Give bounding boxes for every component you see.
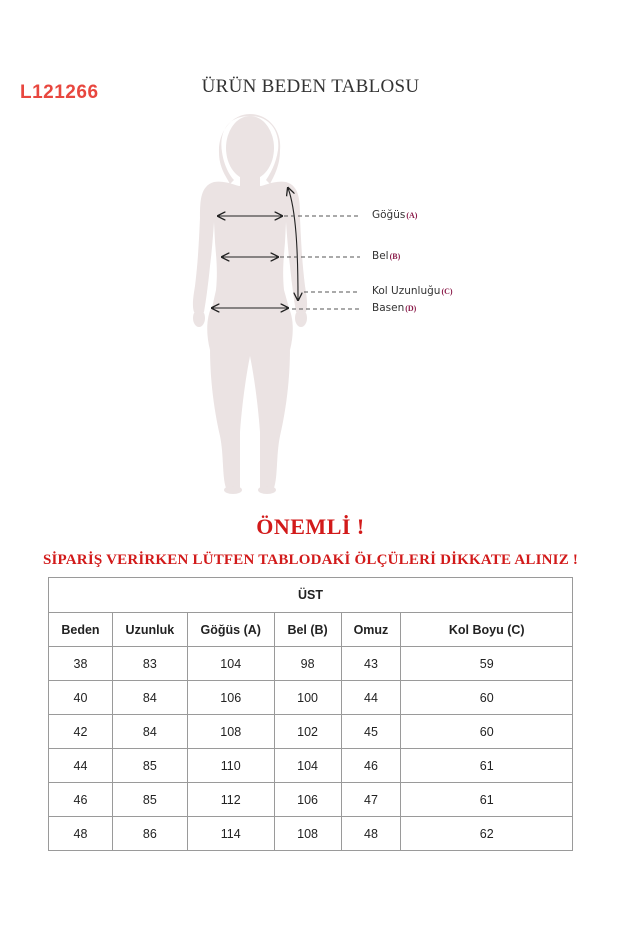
table-cell: 85	[112, 783, 187, 817]
table-cell: 84	[112, 715, 187, 749]
table-row	[49, 749, 573, 783]
table-cell: 106	[187, 681, 274, 715]
table-cell: 114	[187, 817, 274, 851]
table-cell: 104	[274, 749, 341, 783]
table-cell: 42	[49, 715, 113, 749]
table-cell: 48	[341, 817, 401, 851]
table-cell: 45	[341, 715, 401, 749]
table-row	[49, 647, 573, 681]
size-table	[48, 577, 573, 851]
column-header-length: Uzunluk	[112, 613, 187, 647]
table-cell: 108	[187, 715, 274, 749]
table-cell: 62	[401, 817, 573, 851]
column-header-shoulder: Omuz	[341, 613, 401, 647]
table-cell: 106	[274, 783, 341, 817]
table-cell: 40	[49, 681, 113, 715]
table-cell: 61	[401, 749, 573, 783]
product-code: L121266	[20, 82, 99, 103]
column-header-size: Beden	[49, 613, 113, 647]
table-cell: 43	[341, 647, 401, 681]
table-row	[49, 817, 573, 851]
table-cell: 38	[49, 647, 113, 681]
table-cell: 44	[49, 749, 113, 783]
table-cell: 104	[187, 647, 274, 681]
silhouette-shape	[193, 114, 307, 494]
table-cell: 60	[401, 681, 573, 715]
table-cell: 85	[112, 749, 187, 783]
table-cell: 108	[274, 817, 341, 851]
table-cell: 61	[401, 783, 573, 817]
measure-label-chest: Göğüs(A)	[372, 209, 418, 221]
table-cell: 60	[401, 715, 573, 749]
measure-label-sleeve-length: Kol Uzunluğu(C)	[372, 285, 453, 297]
size-chart-title: ÜRÜN BEDEN TABLOSU	[201, 76, 420, 97]
table-cell: 47	[341, 783, 401, 817]
table-cell: 86	[112, 817, 187, 851]
table-cell: 100	[274, 681, 341, 715]
table-header-row	[49, 613, 573, 647]
table-cell: 59	[401, 647, 573, 681]
table-cell: 98	[274, 647, 341, 681]
table-cell: 46	[49, 783, 113, 817]
table-row	[49, 715, 573, 749]
table-row	[49, 783, 573, 817]
table-cell: 83	[112, 647, 187, 681]
table-cell: 84	[112, 681, 187, 715]
important-note: SİPARİŞ VERİRKEN LÜTFEN TABLODAKİ ÖLÇÜLERİ DİKKATE ALINIZ !	[42, 552, 579, 568]
table-cell: 102	[274, 715, 341, 749]
column-header-chest: Göğüs (A)	[187, 613, 274, 647]
table-group-header: ÜST	[49, 578, 573, 613]
table-cell: 46	[341, 749, 401, 783]
table-row	[49, 681, 573, 715]
important-heading: ÖNEMLİ !	[256, 514, 365, 539]
measure-label-hip: Basen(D)	[372, 302, 417, 314]
table-cell: 44	[341, 681, 401, 715]
table-cell: 48	[49, 817, 113, 851]
table-cell: 110	[187, 749, 274, 783]
column-header-sleeve: Kol Boyu (C)	[401, 613, 573, 647]
column-header-waist: Bel (B)	[274, 613, 341, 647]
measure-label-waist: Bel(B)	[372, 250, 401, 262]
table-cell: 112	[187, 783, 274, 817]
